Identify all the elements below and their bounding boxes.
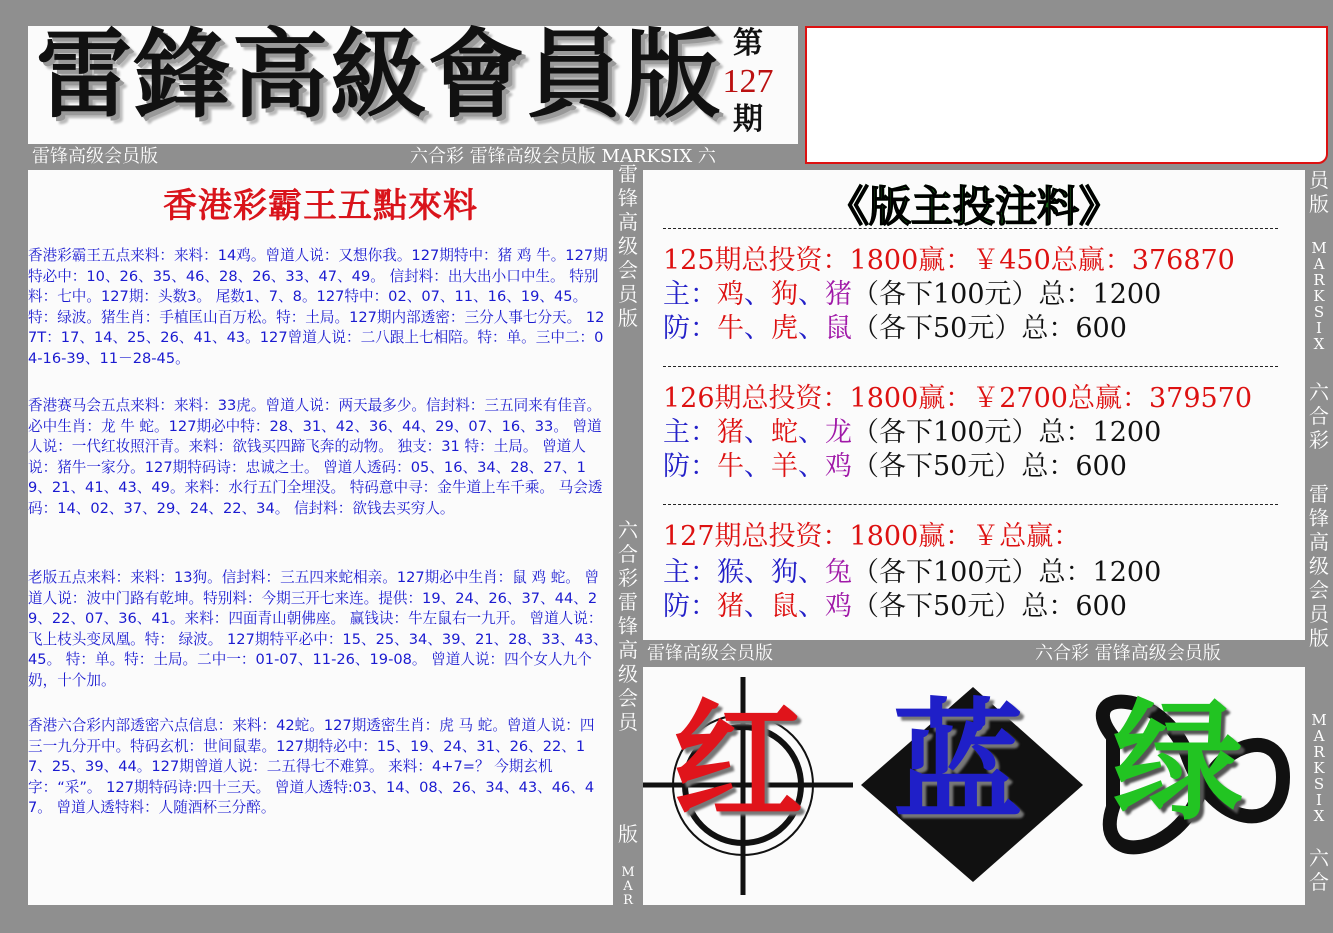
- band-mid-left: 雷锋高级会员版: [647, 643, 773, 664]
- green-wave-label: 绿: [1113, 685, 1244, 838]
- vband-mid-mar: M A R: [621, 865, 635, 908]
- divider: [663, 366, 1278, 367]
- paragraph-4: 香港六合彩内部透密六点信息：来料：42蛇。127期透密生肖：虎 马 蛇。曾道人说：四三一九分开中。特码玄机：世间鼠辈。127期特必中：15、19、24、31、26、22、17、25、39、44。127期曾道人说：二五得七不难算。 来料：4+7=？ 今期玄机字：“采”。 127期特码诗:四十三天。 曾道人透特:03、14、08、26、34、43、46、47。 曾道人透特料：人随酒杯三分醉。: [28, 717, 595, 816]
- vband-mid-end: 版: [618, 822, 638, 846]
- vband-right-6: 六 合: [1309, 846, 1329, 894]
- blue-wave-label: 蓝: [893, 685, 1024, 838]
- divider: [663, 228, 1278, 229]
- block-1-summary: 125期总投资：1800赢：￥450总赢：376870: [663, 245, 1235, 276]
- block-3-guard: 防：猪、鼠、鸡（各下50元）总：600: [663, 591, 1127, 622]
- vband-mid-bottom: 六 合 彩 雷 锋 高 级 会 员: [618, 518, 638, 734]
- vband-right-4: 雷 锋 高 级 会 员 版: [1309, 482, 1329, 650]
- vband-right-1: 员 版: [1309, 168, 1329, 216]
- block-3-main: 主：猴、狗、兔（各下100元）总：1200: [663, 557, 1162, 588]
- vband-mid-top: 雷 锋 高 级 会 员 版: [618, 162, 638, 330]
- red-wave-label: 红: [673, 685, 804, 838]
- vband-right-3: 六 合 彩: [1309, 380, 1329, 452]
- issue-suffix: 期: [733, 102, 763, 137]
- top-right-box: [805, 26, 1328, 164]
- left-panel: [28, 170, 613, 905]
- block-2-main: 主：猪、蛇、龙（各下100元）总：1200: [663, 417, 1162, 448]
- block-1-guard: 防：牛、虎、鼠（各下50元）总：600: [663, 313, 1127, 344]
- paragraph-1: 香港彩霸王五点来料：来料：14鸡。曾道人说：又想你我。127期特中：猪 鸡 牛。127期特必中：10、26、35、46、28、26、33、47、49。 信封料：出大出小口中生。 特别料：七中。127期：头数3。 尾数1、7、8。127特中：02、07、11、16、19、45。 特：绿波。猪生肖：手植匡山百万松。特：土局。127期内部透密：三分人事七分天。 127T：17、14、25、26、41、43。127曾道人说：二八跟上七相陪。特：单。三中二：04-16-39、11－28-45。: [28, 247, 608, 367]
- issue-prefix: 第: [733, 26, 763, 61]
- paragraph-2: 香港赛马会五点来料：来料：33虎。曾道人说：两天最多少。信封料：三五同来有佳音。 必中生肖：龙 牛 蛇。127期必中特：28、31、42、36、44、29、07、16、33。 曾道人说：一代红妆照汗青。来料：欲钱买四蹄飞奔的动物。 独支：31 特：土局。 曾道人说：猪牛一家分。127期特码诗：忠诚之士。 曾道人透码：05、16、34、28、27、19、21、41、43、49。来料：水行五门全埋没。 特码意中寻：金牛道上车千乘。 马会透码：14、02、37、29、24、22、34。 信封料：欲钱去买穷人。: [28, 397, 603, 517]
- divider: [663, 504, 1278, 505]
- vband-right-5: M A R K S I X: [1311, 711, 1327, 825]
- band-top-mid: 六合彩 雷锋高级会员版 MARKSIX 六: [410, 146, 716, 167]
- band-mid-right: 六合彩 雷锋高级会员版: [1035, 643, 1221, 664]
- issue-box: [712, 26, 784, 144]
- band-top-left: 雷锋高级会员版: [32, 146, 158, 167]
- block-2-guard: 防：牛、羊、鸡（各下50元）总：600: [663, 451, 1127, 482]
- paragraph-3: 老版五点来料：来料：13狗。信封料：三五四来蛇相亲。127期必中生肖：鼠 鸡 蛇。 曾道人说：波中门路有乾坤。特别料：今期三开七来连。提供：19、24、26、37、44、29、22、07、36、41。来料：四面青山朝佛座。 赢钱诀：牛左鼠右一九开。 曾道人说：飞上枝头变凤凰。特： 绿波。 127期特平必中：15、25、34、39、21、28、33、43、45。 特：单。特：土局。二中一：01-07、11-26、19-08。 曾道人说：四个女人九个奶，十个加。: [28, 569, 608, 689]
- page-title: 雷鋒高級會員版: [36, 19, 722, 131]
- block-2-summary: 126期总投资：1800赢：￥2700总赢：379570: [663, 383, 1253, 414]
- left-panel-title: 香港彩霸王五點來料: [163, 186, 478, 226]
- vband-right-2: M A R K S I X: [1311, 239, 1327, 353]
- right-panel-title: [643, 174, 1305, 234]
- right-panel: [643, 170, 1305, 640]
- block-1-main: 主：鸡、狗、猪（各下100元）总：1200: [663, 279, 1162, 310]
- color-wave-panel: [643, 667, 1305, 905]
- issue-number: 127: [722, 63, 774, 100]
- block-3-summary: 127期总投资：1800赢：￥总赢：: [663, 521, 1081, 552]
- right-panel-title-text: 《版主投注料》: [826, 182, 1121, 231]
